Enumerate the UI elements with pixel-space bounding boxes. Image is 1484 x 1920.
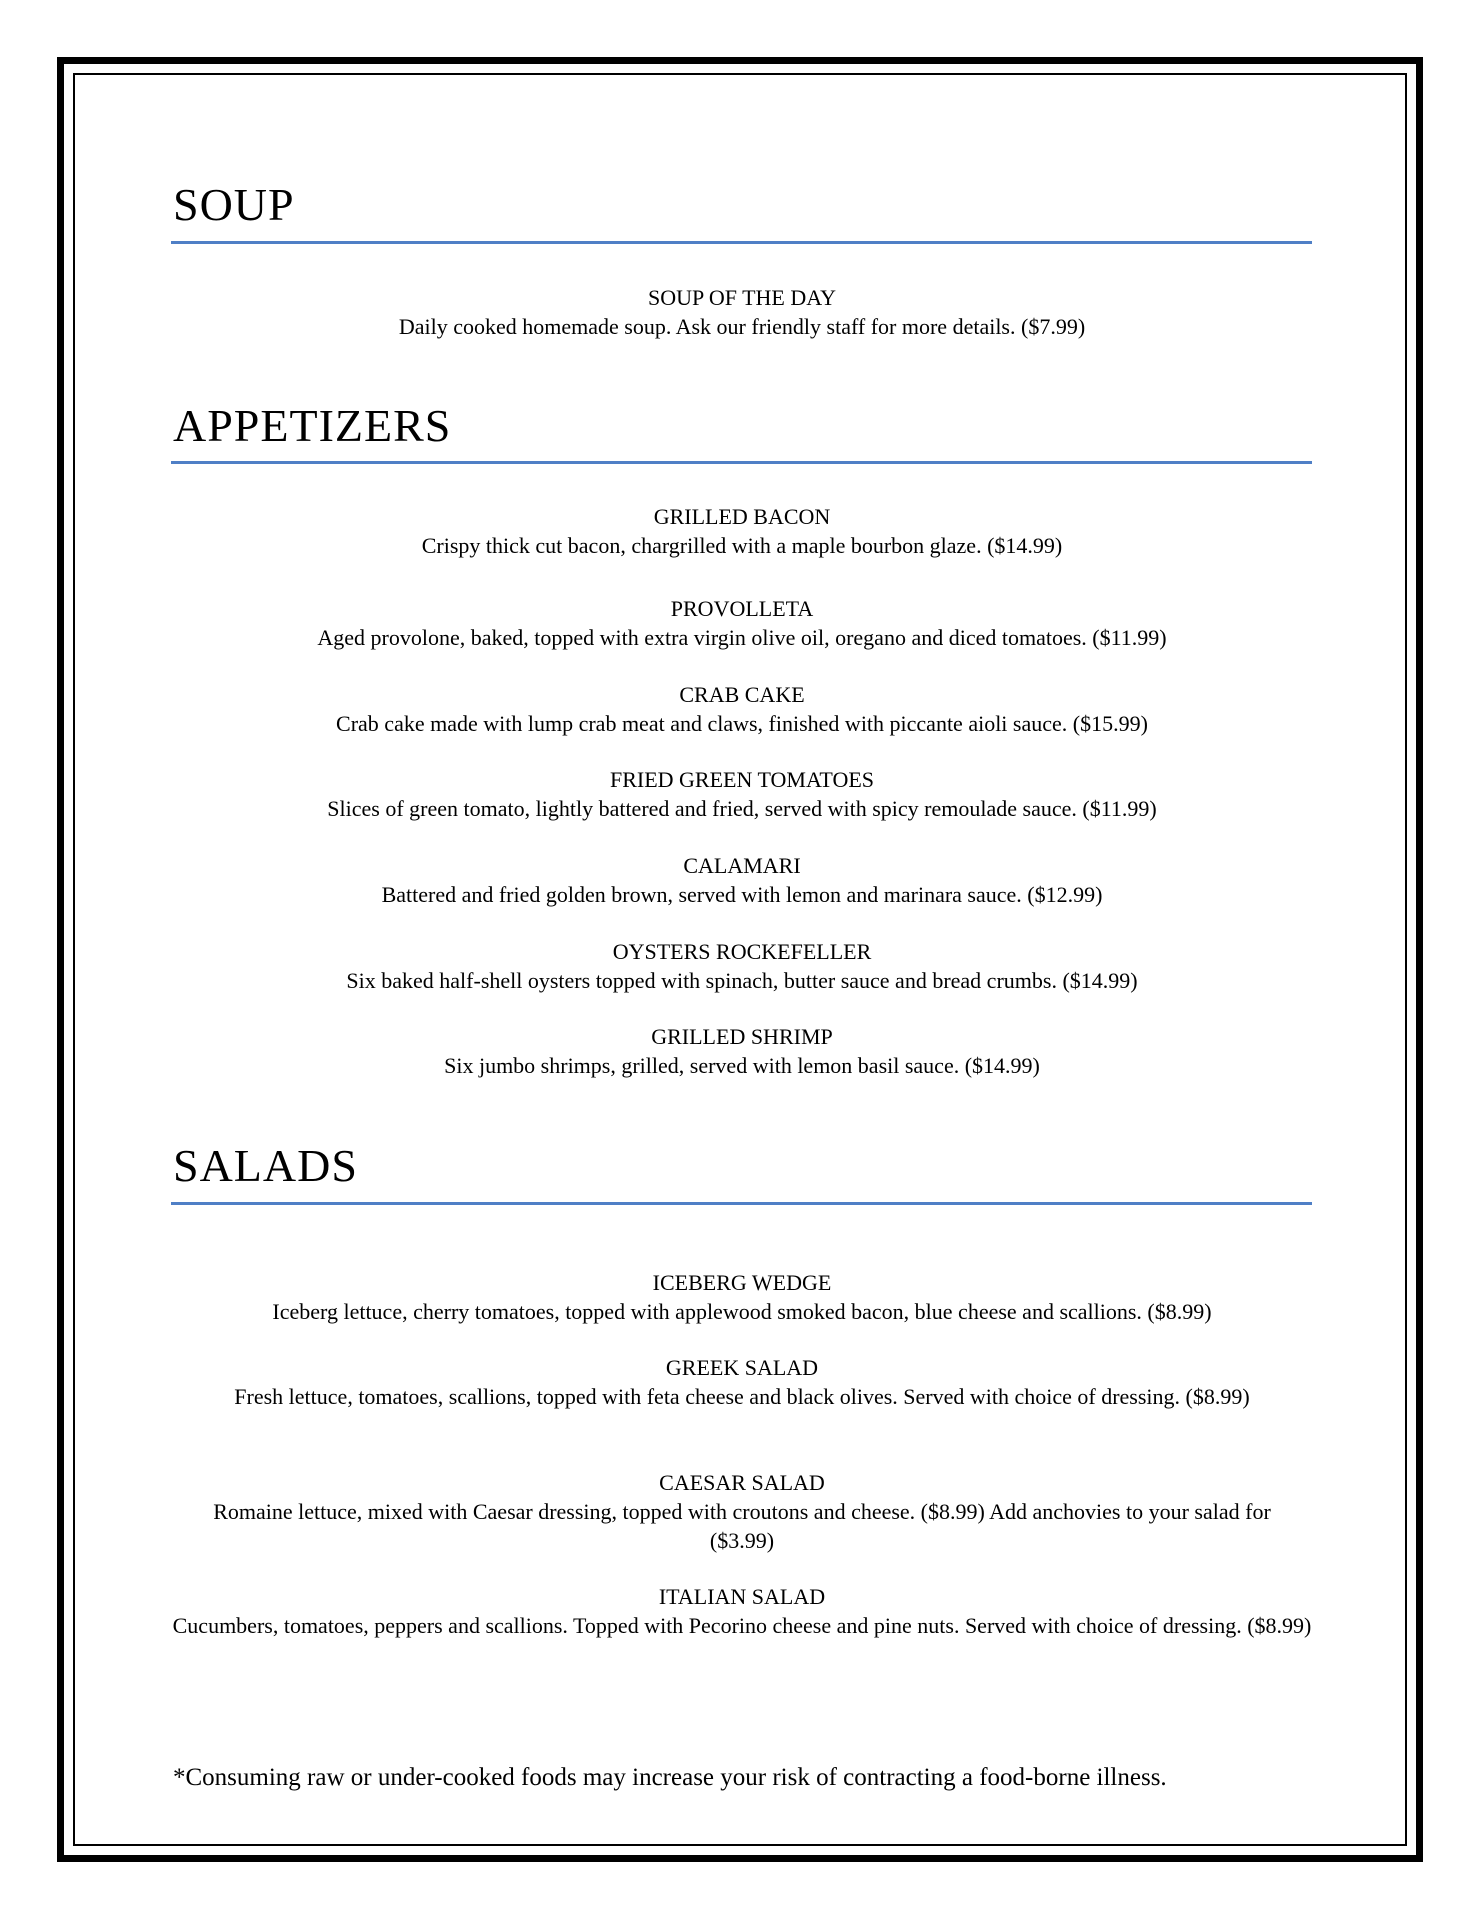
footnote-disclaimer: *Consuming raw or under-cooked foods may increase your risk of contracting a food-borne illness. [173,1764,1167,1791]
item-name: SOUP OF THE DAY [647,285,837,310]
menu-item [160,1022,1324,1080]
section-title-salads: SALADS [173,1140,358,1191]
menu-item [160,594,1324,652]
menu-item [160,1582,1324,1640]
menu-item [160,1268,1324,1326]
section-divider [171,241,1312,244]
menu-item [160,283,1324,341]
item-description: Fresh lettuce, tomatoes, scallions, topped with feta cheese and black olives. Served with choice of dressing. ($8.99) [234,1384,1250,1409]
item-description: Aged provolone, baked, topped with extra virgin olive oil, oregano and diced tomatoes. ($11.99) [317,625,1167,650]
item-description: Crab cake made with lump crab meat and claws, finished with piccante aioli sauce. ($15.99) [336,711,1148,736]
item-name: ICEBERG WEDGE [652,1270,832,1295]
menu-item [160,502,1324,560]
item-name: CRAB CAKE [679,682,805,707]
item-name: ITALIAN SALAD [658,1584,826,1609]
menu-item [160,1353,1324,1411]
menu-item [160,765,1324,823]
item-name: FRIED GREEN TOMATOES [609,767,875,792]
item-name: GRILLED SHRIMP [651,1024,833,1049]
item-description: Romaine lettuce, mixed with Caesar dressing, topped with croutons and cheese. ($8.99) Add anchovies to your salad for ($3.99) [213,1499,1271,1553]
item-description: Crispy thick cut bacon, chargrilled with a maple bourbon glaze. ($14.99) [421,533,1063,558]
item-name: GRILLED BACON [653,504,831,529]
menu-item [160,680,1324,738]
item-name: PROVOLLETA [670,596,814,621]
menu-item [160,1468,1324,1555]
section-divider [171,461,1312,464]
menu-item [160,937,1324,995]
item-description: Slices of green tomato, lightly battered and fried, served with spicy remoulade sauce. ($11.99) [327,796,1157,821]
item-description: Battered and fried golden brown, served with lemon and marinara sauce. ($12.99) [381,882,1103,907]
item-name: CAESAR SALAD [659,1470,825,1495]
item-name: CALAMARI [683,853,801,878]
item-name: OYSTERS ROCKEFELLER [612,939,872,964]
section-title-soup: SOUP [173,179,295,230]
item-description: Six baked half-shell oysters topped with spinach, butter sauce and bread crumbs. ($14.99) [346,968,1138,993]
item-name: GREEK SALAD [665,1355,819,1380]
item-description: Cucumbers, tomatoes, peppers and scallions. Topped with Pecorino cheese and pine nuts. Served with choice of dressing. ($8.99) [172,1613,1312,1638]
item-description: Iceberg lettuce, cherry tomatoes, topped with applewood smoked bacon, blue cheese and scallions. ($8.99) [272,1299,1212,1324]
item-description: Daily cooked homemade soup. Ask our friendly staff for more details. ($7.99) [398,314,1086,339]
item-description: Six jumbo shrimps, grilled, served with lemon basil sauce. ($14.99) [444,1053,1040,1078]
menu-item [160,851,1324,909]
section-divider [171,1202,1312,1205]
section-title-appetizers: APPETIZERS [173,400,452,451]
